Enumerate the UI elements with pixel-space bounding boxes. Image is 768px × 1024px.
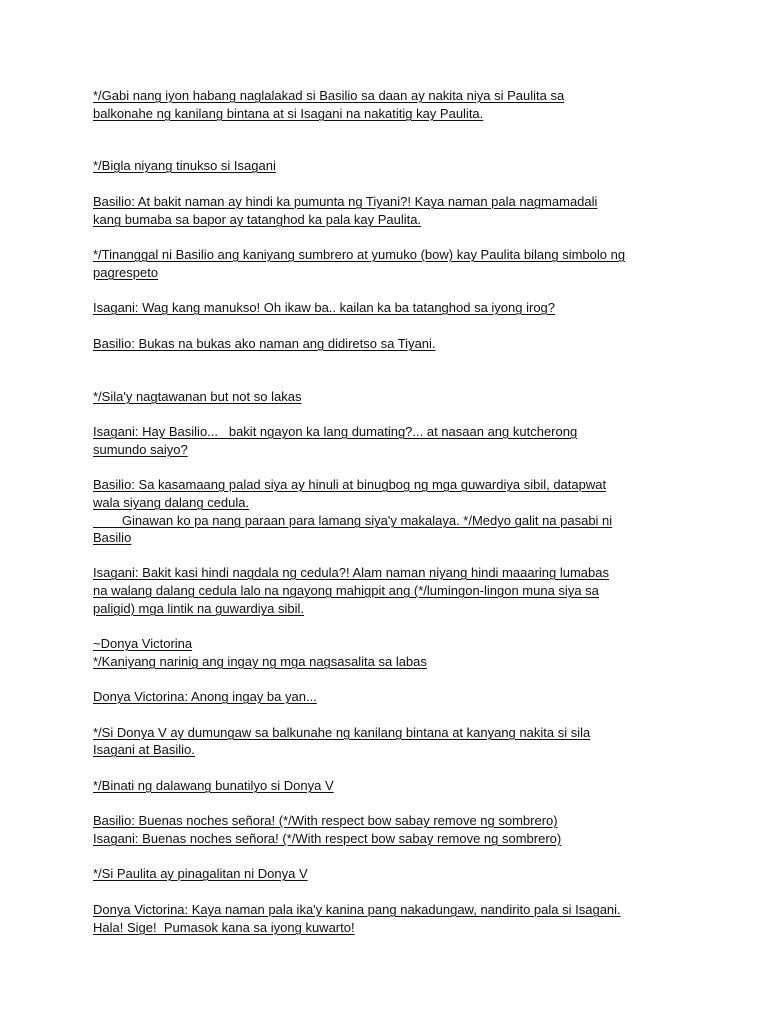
text-line: Donya Victorina: Anong ingay ba yan... [93,689,317,704]
text-line: */Si Paulita ay pinagalitan ni Donya V [93,866,308,881]
text-line: Basilio: At bakit naman ay hindi ka pumunta ng Tiyani?! Kaya naman pala nagmamadali [93,194,598,209]
text-line: */Si Donya V ay dumungaw sa balkunahe ng kanilang bintana at kanyang nakita si sila [93,725,591,740]
text-line: Basilio: Bukas na bukas ako naman ang didiretso sa Tiyani. [93,336,436,351]
text-line: Basilio: Sa kasamaang palad siya ay hinuli at binugbog ng mga guwardiya sibil, datapwat [93,477,607,492]
text-line: Hala! Sige! Pumasok kana sa iyong kuwarto! [93,920,355,935]
text-line: */Kaniyang narinig ang ingay ng mga nagsasalita sa labas [93,654,427,669]
text-line: ~Donya Victorina [93,636,193,651]
text-line: Isagani: Wag kang manukso! Oh ikaw ba.. kailan ka ba tatanghod sa iyong irog? [93,300,556,315]
text-line: Basilio: Buenas noches señora! (*/With respect bow sabay remove ng sombrero) [93,813,558,828]
text-line: */Bigla niyang tinukso si Isagani [93,158,276,173]
text-line: paligid) mga lintik na guwardiya sibil. [93,601,304,616]
text-line: */Tinanggal ni Basilio ang kaniyang sumbrero at yumuko (bow) kay Paulita bilang simbolo ng [93,247,626,262]
text-line: Isagani: Bakit kasi hindi nagdala ng cedula?! Alam naman niyang hindi maaaring lumabas [93,565,609,580]
text-line: Donya Victorina: Kaya naman pala ika'y kanina pang nakadungaw, nandirito pala si Isagani. [93,902,621,917]
text-line: kang bumaba sa bapor ay tatanghod ka pala kay Paulita. [93,212,422,227]
text-line: Basilio [93,530,132,545]
text-line: */Binati ng dalawang bunatilyo si Donya V [93,778,334,793]
text-line: sumundo saiyo? [93,442,188,457]
text-line: Ginawan ko pa nang paraan para lamang siya'y makalaya. */Medyo galit na pasabi ni [93,513,613,528]
text-line: Isagani: Buenas noches señora! (*/With respect bow sabay remove ng sombrero) [93,831,562,846]
text-line: na walang dalang cedula lalo na ngayong mahigpit ang (*/lumingon-lingon muna siya sa [93,583,599,598]
text-line: */Gabi nang iyon habang naglalakad si Basilio sa daan ay nakita niya si Paulita sa [93,88,565,103]
text-line: Isagani: Hay Basilio... bakit ngayon ka lang dumating?... at nasaan ang kutcherong [93,424,578,439]
text-line: */Sila'y nagtawanan but not so lakas [93,389,302,404]
text-line: balkonahe ng kanilang bintana at si Isagani na nakatitig kay Paulita. [93,106,484,121]
text-line: pagrespeto [93,265,159,280]
text-line: Isagani at Basilio. [93,742,195,757]
text-line: wala siyang dalang cedula. [93,495,250,510]
